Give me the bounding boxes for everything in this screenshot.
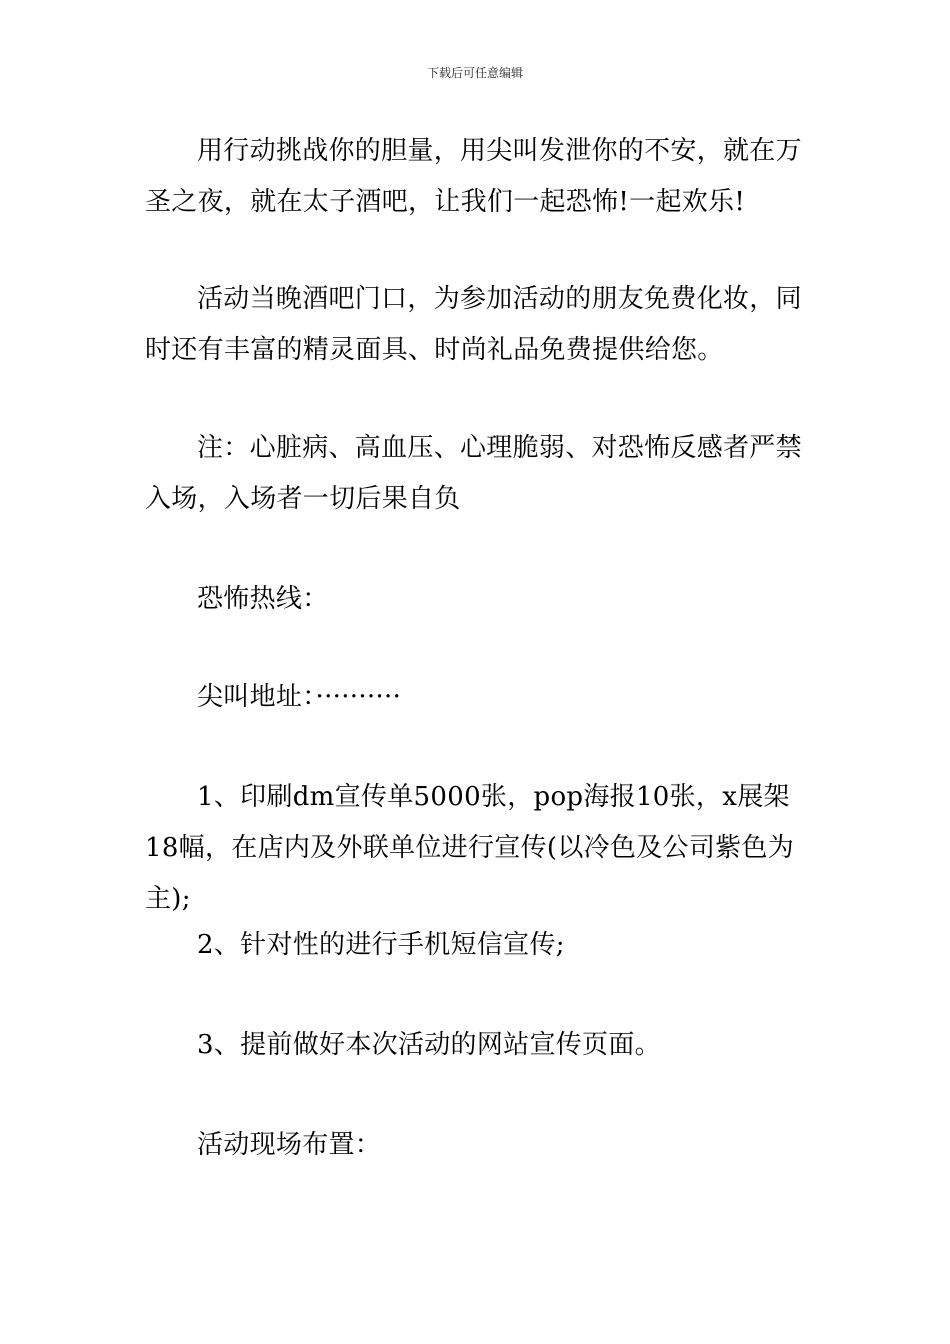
paragraph-item-2: 2、针对性的进行手机短信宣传;: [197, 930, 565, 960]
paragraph-address: 尖叫地址：··········: [197, 682, 402, 712]
paragraph-item-3: 3、提前做好本次活动的网站宣传页面。: [197, 1030, 661, 1060]
paragraph-makeup: 活动当晚酒吧门口，为参加活动的朋友免费化妆，同时还有丰富的精灵面具、时尚礼品免费提供给您。: [145, 284, 802, 365]
paragraph-hotline: 恐怖热线：: [197, 584, 329, 614]
paragraph-venue-layout: 活动现场布置：: [197, 1130, 382, 1160]
paragraph-item-1: 1、印刷dm宣传单5000张，pop海报10张，x展架18幅，在店内及外联单位进行宣传(以冷色及公司紫色为主);: [145, 782, 795, 914]
paragraph-warning: 注：心脏病、高血压、心理脆弱、对恐怖反感者严禁入场，入场者一切后果自负: [145, 433, 802, 514]
paragraph-intro: 用行动挑战你的胆量，用尖叫发泄你的不安，就在万圣之夜，就在太子酒吧，让我们一起恐怖!一起欢乐!: [145, 136, 802, 217]
page-header: 下载后可任意编辑: [426, 66, 523, 80]
